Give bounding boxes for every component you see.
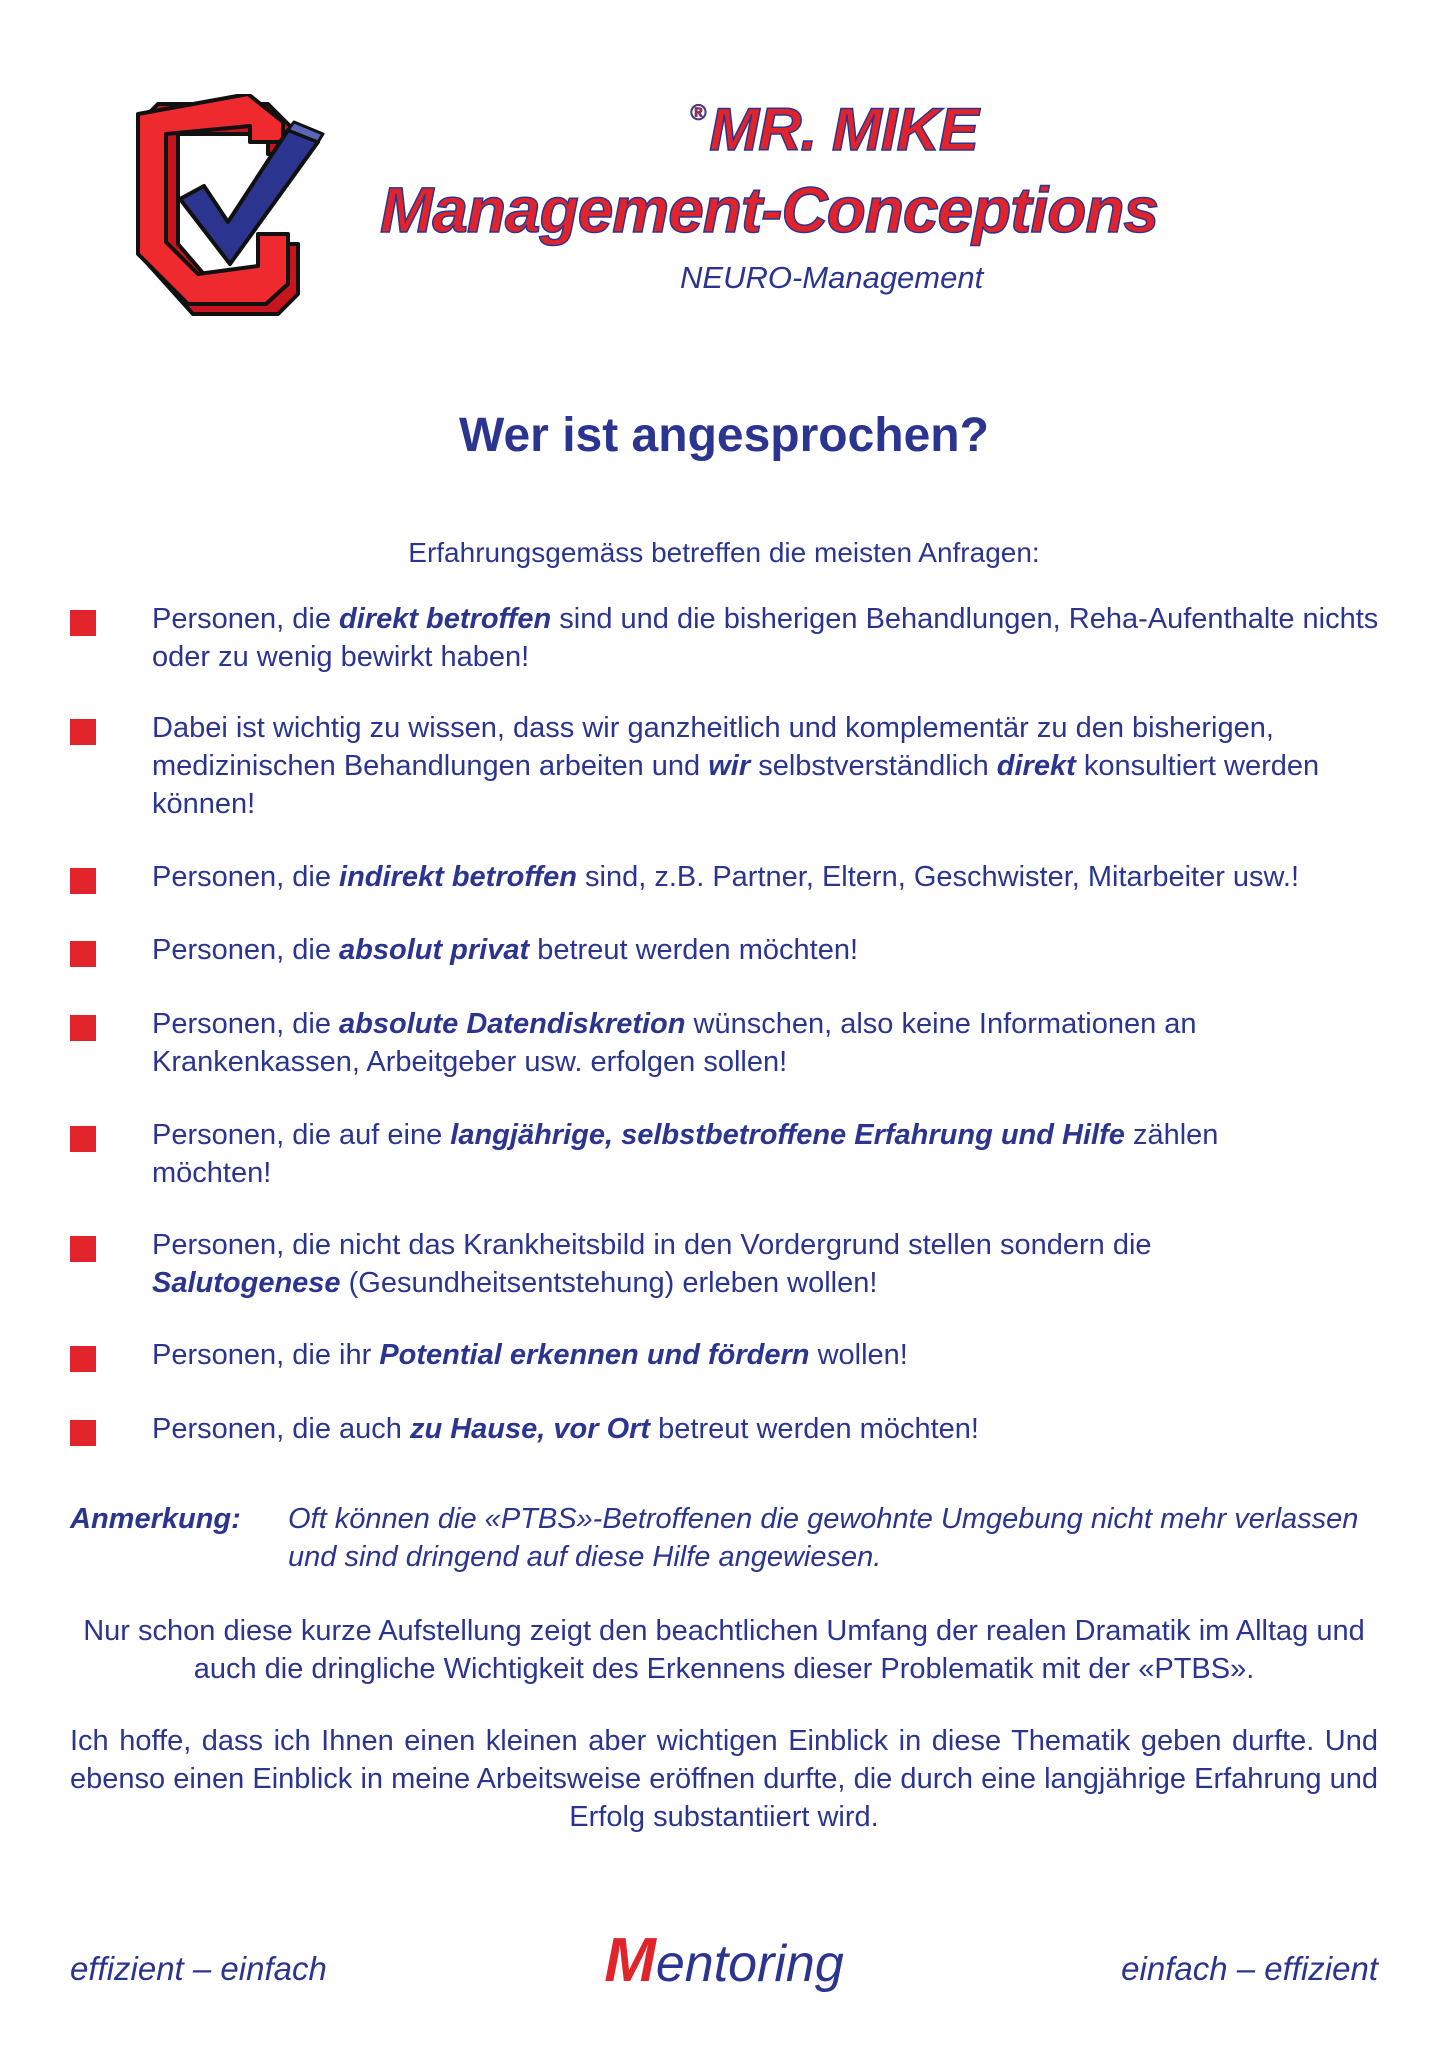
brand-subtitle: NEURO-Management	[680, 260, 984, 295]
list-item-text: Personen, die auch zu Hause, vor Ort betreut werden möchten!	[152, 1413, 979, 1445]
red-square-bullet-icon	[70, 1346, 96, 1372]
list-item-text: Personen, die nicht das Krankheitsbild in den Vordergrund stellen sondern die Salutogenese (Gesundheitsentstehung) erleben wollen!	[152, 1229, 1152, 1299]
red-square-bullet-icon	[70, 610, 96, 636]
closing-paragraph: Ich hoffe, dass ich Ihnen einen kleinen aber wichtigen Einblick in diese Thematik geben durfte. Und ebenso einen Einblick in meine Arbeitsweise eröffnen durfte, die durch eine langjährige Erfahrung und Erfolg substantiiert wird.	[70, 1725, 1378, 1833]
footer-left-slogan: effizient – einfach	[70, 1950, 327, 1987]
red-square-bullet-icon	[70, 941, 96, 967]
list-item-text: Personen, die indirekt betroffen sind, z.B. Partner, Eltern, Geschwister, Mitarbeiter usw.!	[152, 861, 1300, 893]
list-item-text: Personen, die ihr Potential erkennen und fördern wollen!	[152, 1339, 908, 1371]
list-item-text: Personen, die absolut privat betreut werden möchten!	[152, 934, 859, 966]
summary-paragraph: Nur schon diese kurze Aufstellung zeigt den beachtlichen Umfang der realen Dramatik im Alltag und auch die dringliche Wichtigkeit des Erkennens dieser Problematik mit der «PTBS».	[83, 1615, 1365, 1685]
brand-line1: MR. MIKE	[709, 96, 978, 163]
list-item-text: Personen, die direkt betroffen sind und die bisherigen Behandlungen, Reha-Aufenthalte nichts oder zu wenig bewirkt haben!	[152, 603, 1379, 673]
page-title: Wer ist angesprochen?	[459, 409, 989, 462]
checkmark-shield-logo-icon	[118, 94, 328, 316]
intro-text: Erfahrungsgemäss betreffen die meisten Anfragen:	[408, 537, 1040, 568]
brand-line2: Management-Conceptions	[380, 174, 1159, 246]
mentoring-rest: entoring	[655, 1935, 844, 1993]
list-item-text: Personen, die auf eine langjährige, selbstbetroffene Erfahrung und Hilfe zählen möchten!	[152, 1119, 1219, 1189]
red-square-bullet-icon	[70, 1420, 96, 1446]
list-item-text: Personen, die absolute Datendiskretion wünschen, also keine Informationen an Krankenkassen, Arbeitgeber usw. erfolgen sollen!	[152, 1008, 1197, 1078]
remark-label: Anmerkung:	[70, 1503, 241, 1535]
footer-right-slogan: einfach – effizient	[1121, 1950, 1378, 1987]
red-square-bullet-icon	[70, 1236, 96, 1262]
red-square-bullet-icon	[70, 868, 96, 894]
brand-name	[690, 95, 978, 164]
list-item-text: Dabei ist wichtig zu wissen, dass wir ganzheitlich und komplementär zu den bisherigen, medizinischen Behandlungen arbeiten und wir selbstverständlich direkt konsultiert werden können!	[152, 712, 1320, 820]
mentoring-initial: M	[604, 1926, 656, 1995]
red-square-bullet-icon	[70, 1126, 96, 1152]
red-square-bullet-icon	[70, 719, 96, 745]
remark-text: Oft können die «PTBS»-Betroffenen die gewohnte Umgebung nicht mehr verlassen und sind dringend auf diese Hilfe angewiesen.	[288, 1503, 1359, 1573]
red-square-bullet-icon	[70, 1015, 96, 1041]
registered-mark: ®	[690, 100, 706, 125]
